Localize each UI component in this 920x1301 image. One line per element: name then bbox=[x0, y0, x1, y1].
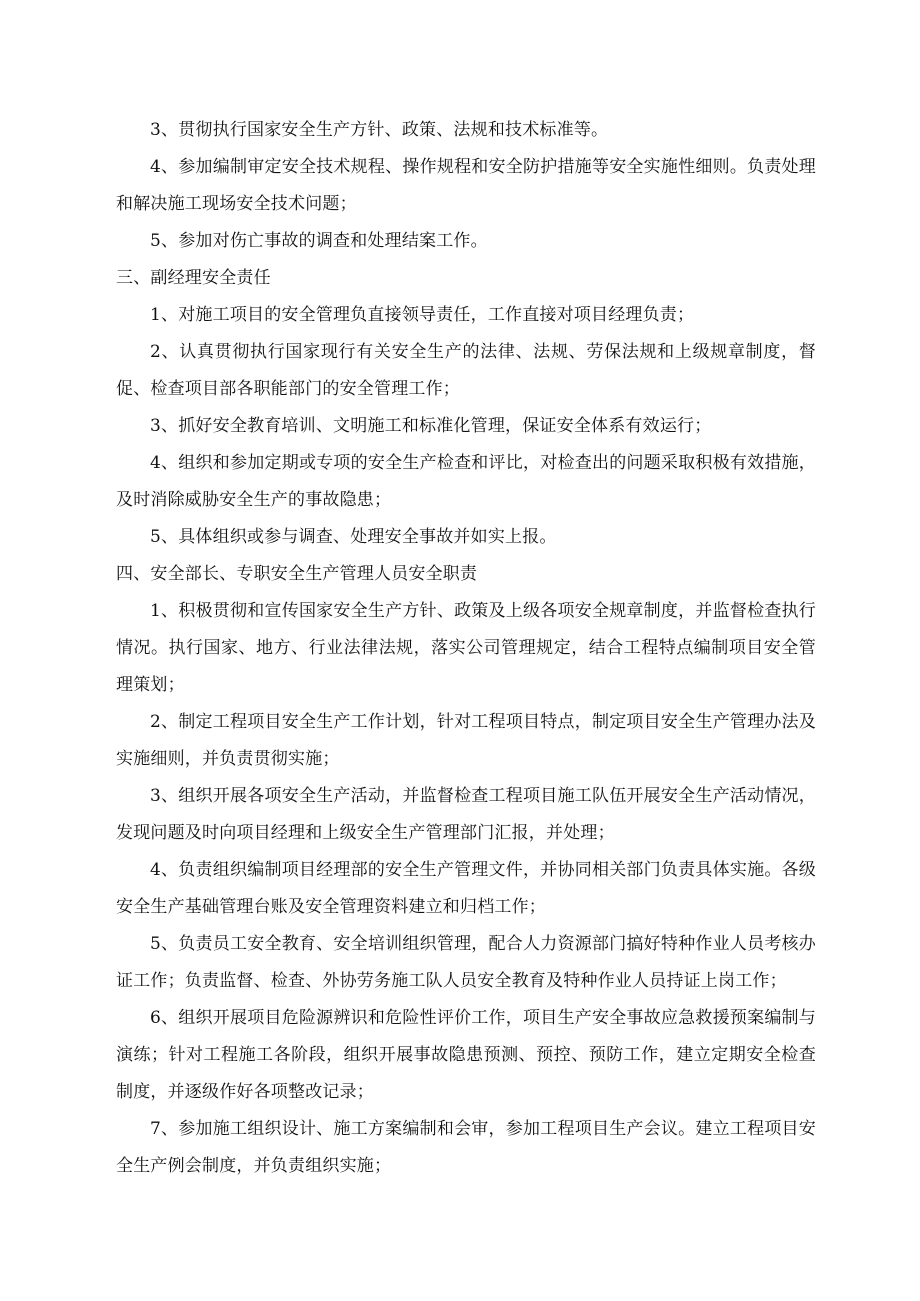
paragraph: 5、负责员工安全教育、安全培训组织管理，配合人力资源部门搞好特种作业人员考核办证工作；负责监督、检查、外协劳务施工队人员安全教育及特种作业人员持证上岗工作； bbox=[116, 934, 816, 991]
paragraph: 4、负责组织编制项目经理部的安全生产管理文件，并协同相关部门负责具体实施。各级安全生产基础管理台账及安全管理资料建立和归档工作； bbox=[116, 860, 816, 917]
paragraph: 4、组织和参加定期或专项的安全生产检查和评比，对检查出的问题采取积极有效措施，及时消除威胁安全生产的事故隐患； bbox=[116, 453, 816, 510]
paragraph: 2、制定工程项目安全生产工作计划，针对工程项目特点，制定项目安全生产管理办法及实施细则，并负责贯彻实施； bbox=[116, 712, 816, 769]
paragraph: 3、组织开展各项安全生产活动，并监督检查工程项目施工队伍开展安全生产活动情况，发现问题及时向项目经理和上级安全生产管理部门汇报，并处理； bbox=[116, 786, 816, 843]
paragraph: 5、具体组织或参与调查、处理安全事故并如实上报。 bbox=[150, 527, 557, 547]
paragraph: 4、参加编制审定安全技术规程、操作规程和安全防护措施等安全实施性细则。负责处理和解决施工现场安全技术问题； bbox=[116, 157, 816, 214]
paragraph: 1、积极贯彻和宣传国家安全生产方针、政策及上级各项安全规章制度，并监督检查执行情况。执行国家、地方、行业法律法规，落实公司管理规定，结合工程特点编制项目安全管理策划； bbox=[116, 601, 816, 695]
paragraph: 1、对施工项目的安全管理负直接领导责任，工作直接对项目经理负责； bbox=[150, 305, 695, 325]
document-body bbox=[116, 112, 816, 1185]
paragraph: 7、参加施工组织设计、施工方案编制和会审，参加工程项目生产会议。建立工程项目安全生产例会制度，并负责组织实施； bbox=[116, 1119, 816, 1176]
paragraph: 3、贯彻执行国家安全生产方针、政策、法规和技术标准等。 bbox=[150, 120, 609, 140]
section-heading: 四、安全部长、专职安全生产管理人员安全职责 bbox=[116, 564, 478, 584]
section-heading: 三、副经理安全责任 bbox=[116, 268, 271, 288]
paragraph: 6、组织开展项目危险源辨识和危险性评价工作，项目生产安全事故应急救援预案编制与演练；针对工程施工各阶段，组织开展事故隐患预测、预控、预防工作，建立定期安全检查制度，并逐级作好各项整改记录； bbox=[116, 1008, 816, 1102]
paragraph: 2、认真贯彻执行国家现行有关安全生产的法律、法规、劳保法规和上级规章制度，督促、检查项目部各职能部门的安全管理工作； bbox=[116, 342, 816, 399]
paragraph: 5、参加对伤亡事故的调查和处理结案工作。 bbox=[150, 231, 488, 251]
paragraph: 3、抓好安全教育培训、文明施工和标准化管理，保证安全体系有效运行； bbox=[150, 416, 712, 436]
